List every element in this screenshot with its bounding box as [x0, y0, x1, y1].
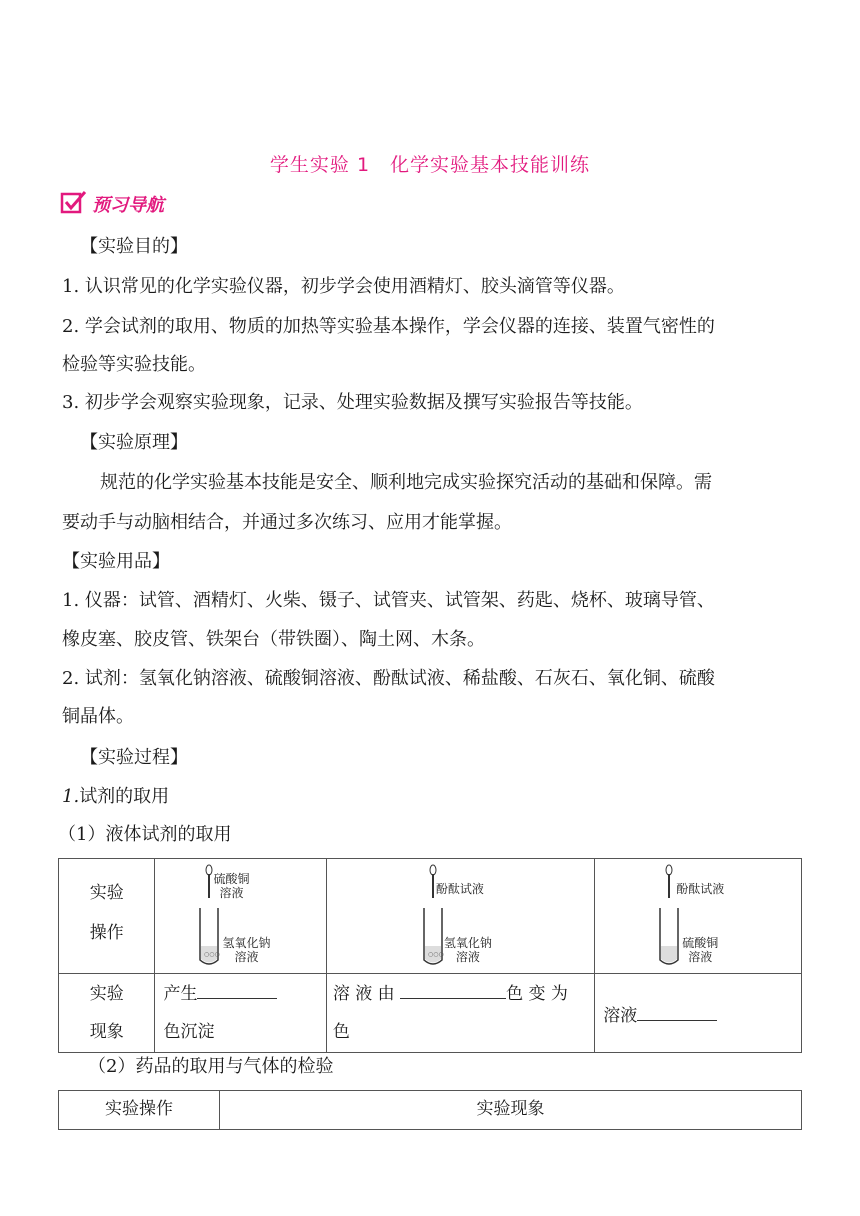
purpose-heading: 【实验目的】 — [80, 236, 188, 257]
tube-label-1a: 氢氧化钠 — [222, 936, 271, 950]
reagents-list-cont: 铜晶体。 — [62, 706, 134, 727]
observation-cell-3 — [595, 974, 802, 1053]
obs2-blank-1 — [400, 980, 506, 999]
svg-text:○○○: ○○○ — [427, 951, 444, 958]
materials-heading: 【实验用品】 — [62, 551, 170, 572]
observation-header-line1: 实验 — [89, 984, 124, 1004]
tube-label-3a: 硫酸铜 — [682, 936, 719, 950]
instruments-list-cont: 橡皮塞、胶皮管、铁架台（带铁圈）、陶土网、木条。 — [62, 629, 485, 650]
badge-label: 预习导航 — [92, 195, 164, 216]
step-1-label: 试剂的取用 — [79, 786, 170, 807]
subsection-solid: （2）药品的取用与气体的检验 — [88, 1056, 334, 1077]
obs3-blank — [637, 1002, 717, 1021]
operation-header-line2: 操作 — [89, 923, 124, 943]
dropper-tube-3-icon — [654, 864, 684, 968]
obs1-prefix: 产生 — [163, 984, 198, 1004]
tube-label-1b: 溶液 — [234, 950, 259, 964]
tube-label-2a: 氢氧化钠 — [443, 936, 492, 950]
operation-header — [59, 859, 155, 974]
step-1-title — [62, 778, 802, 816]
principle-text-cont: 要动手与动脑相结合，并通过多次练习、应用才能掌握。 — [62, 512, 512, 533]
check-box-icon — [60, 189, 88, 219]
svg-text:○○○: ○○○ — [204, 951, 221, 958]
obs2-middle: 色 变 为 — [506, 984, 568, 1004]
reagents-list: 2. 试剂：氢氧化钠溶液、硫酸铜溶液、酚酞试液、稀盐酸、石灰石、氧化铜、硫酸 — [62, 668, 715, 689]
process-heading: 【实验过程】 — [80, 747, 188, 768]
purpose-item-2: 2. 学会试剂的取用、物质的加热等实验基本操作，学会仪器的连接、装置气密性的 — [62, 316, 715, 337]
dropper-label-1b: 溶液 — [219, 886, 244, 900]
obs1-suffix: 色沉淀 — [163, 1022, 215, 1042]
instruments-list: 1. 仪器：试管、酒精灯、火柴、镊子、试管夹、试管架、药匙、烧杯、玻璃导管、 — [62, 590, 715, 611]
observation-cell-2 — [326, 974, 594, 1053]
table2-col-phenomenon: 实验现象 — [220, 1091, 802, 1130]
purpose-item-3: 3. 初步学会观察实验现象，记录、处理实验数据及撰写实验报告等技能。 — [62, 392, 643, 413]
preview-nav-badge — [60, 190, 164, 218]
observation-header-line2: 现象 — [89, 1022, 124, 1042]
purpose-item-1: 1. 认识常见的化学实验仪器，初步学会使用酒精灯、胶头滴管等仪器。 — [62, 276, 625, 297]
liquid-reagent-table — [58, 858, 802, 1053]
dropper-label-3: 酚酞试液 — [676, 882, 725, 896]
tube-label-2b: 溶液 — [455, 950, 480, 964]
dropper-label-2: 酚酞试液 — [435, 882, 484, 896]
solid-reagent-table — [58, 1090, 802, 1130]
subsection-liquid: （1）液体试剂的取用 — [58, 824, 232, 845]
operation-cell-1 — [155, 859, 326, 974]
purpose-item-2-cont: 检验等实验技能。 — [62, 354, 206, 375]
obs1-blank — [197, 980, 277, 999]
table2-col-operation: 实验操作 — [59, 1091, 220, 1130]
observation-header — [59, 974, 155, 1053]
principle-text: 规范的化学实验基本技能是安全、顺利地完成实验探究活动的基础和保障。需 — [100, 472, 712, 493]
step-1-number: 1. — [62, 786, 80, 807]
operation-cell-2 — [326, 859, 594, 974]
obs2-prefix: 溶 液 由 — [332, 984, 395, 1004]
principle-heading: 【实验原理】 — [80, 432, 188, 453]
obs2-suffix: 色 — [332, 1022, 350, 1042]
operation-cell-3 — [595, 859, 802, 974]
page-title: 学生实验 1 化学实验基本技能训练 — [269, 154, 591, 176]
operation-header-line1: 实验 — [89, 883, 124, 903]
tube-label-3b: 溶液 — [688, 950, 713, 964]
dropper-label-1a: 硫酸铜 — [213, 872, 250, 886]
obs3-prefix: 溶液 — [603, 1005, 638, 1026]
observation-cell-1 — [155, 974, 326, 1053]
